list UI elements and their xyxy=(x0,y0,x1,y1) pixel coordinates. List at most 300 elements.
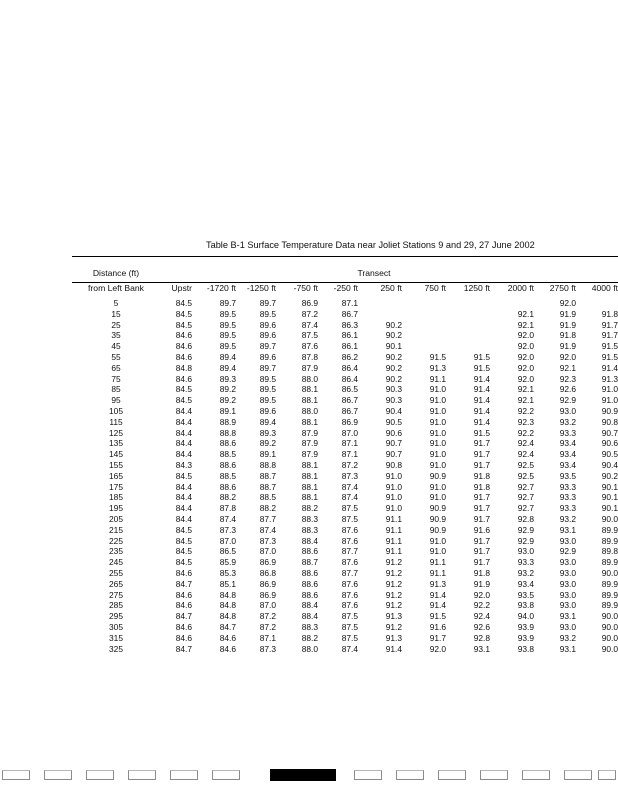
temperature-cell: 92.1 xyxy=(517,319,534,330)
temperature-cell: 87.4 xyxy=(341,643,358,654)
temperature-cell: 87.9 xyxy=(301,449,318,460)
temperature-cell: 91.0 xyxy=(429,438,446,449)
page-tab xyxy=(598,770,616,780)
temperature-cell: 84.6 xyxy=(219,632,236,643)
temperature-cell: 90.9 xyxy=(429,470,446,481)
table-row xyxy=(0,309,618,320)
temperature-cell: 93.3 xyxy=(559,427,576,438)
temperature-cell: 93.8 xyxy=(517,600,534,611)
temperature-cell: 92.1 xyxy=(559,362,576,373)
temperature-cell: 93.0 xyxy=(559,621,576,632)
temperature-cell: 87.6 xyxy=(341,524,358,535)
temperature-cell: 89.1 xyxy=(259,449,276,460)
temperature-cell: 87.4 xyxy=(259,524,276,535)
temperature-cell: 84.4 xyxy=(175,438,192,449)
temperature-cell: 91.0 xyxy=(385,492,402,503)
distance-cell: 275 xyxy=(109,589,123,600)
temperature-cell: 84.6 xyxy=(175,330,192,341)
temperature-cell: 91.2 xyxy=(385,621,402,632)
temperature-cell: 89.7 xyxy=(259,298,276,308)
temperature-cell: 90.6 xyxy=(601,438,618,449)
table-row xyxy=(0,406,618,417)
distance-cell: 305 xyxy=(109,621,123,632)
temperature-cell: 87.2 xyxy=(259,621,276,632)
temperature-cell: 87.9 xyxy=(301,362,318,373)
temperature-cell: 91.0 xyxy=(429,492,446,503)
temperature-cell: 87.7 xyxy=(341,567,358,578)
temperature-cell: 84.5 xyxy=(175,546,192,557)
temperature-cell: 92.9 xyxy=(517,535,534,546)
temperature-cell: 89.6 xyxy=(259,351,276,362)
temperature-cell: 91.2 xyxy=(385,600,402,611)
temperature-cell: 90.0 xyxy=(601,621,618,632)
table-row xyxy=(0,482,618,493)
temperature-cell: 84.6 xyxy=(175,621,192,632)
table-row xyxy=(0,557,618,568)
temperature-cell: 85.1 xyxy=(219,578,236,589)
page-tab xyxy=(212,770,240,780)
temperature-cell: 91.2 xyxy=(385,567,402,578)
temperature-cell: 92.9 xyxy=(559,546,576,557)
temperature-cell: 94.0 xyxy=(517,611,534,622)
temperature-cell: 88.6 xyxy=(219,459,236,470)
page-tab xyxy=(438,770,466,780)
temperature-cell: 84.5 xyxy=(175,557,192,568)
temperature-cell: 88.1 xyxy=(301,459,318,470)
column-header: 4000 ft xyxy=(591,283,618,293)
temperature-cell: 91.7 xyxy=(473,438,490,449)
temperature-cell: 89.9 xyxy=(601,578,618,589)
temperature-cell: 87.5 xyxy=(341,621,358,632)
temperature-cell: 90.3 xyxy=(385,395,402,406)
temperature-cell: 89.4 xyxy=(219,362,236,373)
temperature-cell: 91.0 xyxy=(429,459,446,470)
temperature-cell: 89.2 xyxy=(259,438,276,449)
distance-cell: 85 xyxy=(111,384,121,395)
temperature-cell: 91.5 xyxy=(473,351,490,362)
temperature-cell: 86.7 xyxy=(341,308,358,319)
temperature-cell: 87.5 xyxy=(341,503,358,514)
table-row xyxy=(0,579,618,590)
temperature-cell: 84.4 xyxy=(175,503,192,514)
table-row xyxy=(0,525,618,536)
temperature-cell: 90.1 xyxy=(385,341,402,352)
table-row xyxy=(0,438,618,449)
temperature-cell: 93.2 xyxy=(559,632,576,643)
temperature-cell: 91.0 xyxy=(385,481,402,492)
temperature-cell: 91.4 xyxy=(473,395,490,406)
temperature-cell: 91.1 xyxy=(429,557,446,568)
temperature-cell: 84.5 xyxy=(175,319,192,330)
temperature-cell: 84.4 xyxy=(175,492,192,503)
temperature-cell: 90.1 xyxy=(601,492,618,503)
temperature-cell: 91.1 xyxy=(385,535,402,546)
temperature-cell: 93.2 xyxy=(559,416,576,427)
table-row xyxy=(0,514,618,525)
temperature-cell: 84.6 xyxy=(175,589,192,600)
temperature-cell: 89.5 xyxy=(219,319,236,330)
temperature-cell: 87.5 xyxy=(341,611,358,622)
temperature-cell: 84.4 xyxy=(175,405,192,416)
temperature-cell: 91.0 xyxy=(429,427,446,438)
table-row xyxy=(0,428,618,439)
temperature-cell: 88.0 xyxy=(301,643,318,654)
temperature-cell: 90.4 xyxy=(601,459,618,470)
temperature-cell: 91.8 xyxy=(559,330,576,341)
temperature-cell: 91.7 xyxy=(473,503,490,514)
temperature-cell: 91.0 xyxy=(601,384,618,395)
temperature-cell: 92.5 xyxy=(517,459,534,470)
temperature-cell: 90.1 xyxy=(601,503,618,514)
temperature-cell: 89.9 xyxy=(601,557,618,568)
temperature-cell: 92.3 xyxy=(517,416,534,427)
column-header: 2750 ft xyxy=(549,283,576,293)
transect-header: Transect xyxy=(357,268,391,278)
temperature-cell: 91.7 xyxy=(473,535,490,546)
distance-cell: 245 xyxy=(109,557,123,568)
temperature-cell: 90.9 xyxy=(601,405,618,416)
temperature-cell: 87.6 xyxy=(301,341,318,352)
temperature-cell: 86.9 xyxy=(259,589,276,600)
temperature-cell: 91.0 xyxy=(385,470,402,481)
temperature-cell: 91.8 xyxy=(473,567,490,578)
temperature-cell: 91.4 xyxy=(429,589,446,600)
temperature-cell: 86.7 xyxy=(341,405,358,416)
temperature-cell: 84.6 xyxy=(175,567,192,578)
temperature-cell: 91.1 xyxy=(385,524,402,535)
temperature-cell: 90.0 xyxy=(601,611,618,622)
temperature-cell: 87.5 xyxy=(341,632,358,643)
temperature-cell: 87.2 xyxy=(301,308,318,319)
temperature-cell: 88.1 xyxy=(301,492,318,503)
temperature-cell: 89.3 xyxy=(259,427,276,438)
temperature-cell: 89.9 xyxy=(601,535,618,546)
temperature-cell: 88.5 xyxy=(259,492,276,503)
temperature-cell: 91.7 xyxy=(429,632,446,643)
temperature-cell: 92.0 xyxy=(517,362,534,373)
temperature-cell: 91.6 xyxy=(429,621,446,632)
temperature-cell: 90.1 xyxy=(601,481,618,492)
temperature-cell: 91.7 xyxy=(473,546,490,557)
temperature-cell: 89.7 xyxy=(219,298,236,308)
temperature-cell: 87.0 xyxy=(259,546,276,557)
temperature-cell: 90.3 xyxy=(385,384,402,395)
top-rule xyxy=(72,256,618,257)
temperature-cell: 92.2 xyxy=(473,600,490,611)
page-tab xyxy=(480,770,508,780)
temperature-cell: 87.3 xyxy=(341,470,358,481)
distance-cell: 35 xyxy=(111,330,121,341)
temperature-cell: 89.4 xyxy=(219,351,236,362)
temperature-cell: 93.0 xyxy=(559,589,576,600)
temperature-cell: 92.0 xyxy=(517,351,534,362)
temperature-cell: 89.5 xyxy=(219,330,236,341)
temperature-cell: 88.4 xyxy=(301,535,318,546)
temperature-cell: 91.9 xyxy=(559,341,576,352)
temperature-cell: 89.8 xyxy=(601,546,618,557)
temperature-cell: 93.4 xyxy=(559,449,576,460)
temperature-cell: 93.4 xyxy=(559,438,576,449)
table-row xyxy=(0,536,618,547)
temperature-cell: 86.9 xyxy=(301,298,318,308)
temperature-cell: 88.1 xyxy=(301,470,318,481)
temperature-cell: 84.8 xyxy=(219,611,236,622)
table-row xyxy=(0,449,618,460)
temperature-cell: 84.5 xyxy=(175,298,192,308)
table-row xyxy=(0,374,618,385)
temperature-cell: 92.7 xyxy=(517,481,534,492)
table-row xyxy=(0,330,618,341)
temperature-cell: 90.9 xyxy=(429,513,446,524)
temperature-cell: 84.7 xyxy=(175,611,192,622)
temperature-cell: 89.9 xyxy=(601,589,618,600)
temperature-cell: 91.4 xyxy=(429,600,446,611)
temperature-cell: 91.5 xyxy=(601,341,618,352)
temperature-cell: 91.4 xyxy=(385,643,402,654)
distance-cell: 225 xyxy=(109,535,123,546)
temperature-cell: 84.6 xyxy=(175,341,192,352)
temperature-cell: 89.9 xyxy=(601,600,618,611)
temperature-cell: 84.7 xyxy=(219,621,236,632)
temperature-cell: 88.1 xyxy=(301,384,318,395)
temperature-cell: 91.0 xyxy=(429,395,446,406)
temperature-cell: 84.3 xyxy=(175,459,192,470)
temperature-cell: 91.5 xyxy=(473,427,490,438)
column-header: 1250 ft xyxy=(463,283,490,293)
temperature-cell: 87.9 xyxy=(301,427,318,438)
table-row xyxy=(0,395,618,406)
page-tab xyxy=(396,770,424,780)
temperature-cell: 89.7 xyxy=(259,362,276,373)
temperature-cell: 88.6 xyxy=(219,481,236,492)
temperature-cell: 91.8 xyxy=(601,308,618,319)
temperature-cell: 91.5 xyxy=(473,362,490,373)
temperature-cell: 88.8 xyxy=(259,459,276,470)
table-row xyxy=(0,298,618,309)
temperature-cell: 84.4 xyxy=(175,427,192,438)
temperature-cell: 88.1 xyxy=(301,416,318,427)
table-row xyxy=(0,546,618,557)
temperature-cell: 85.9 xyxy=(219,557,236,568)
temperature-cell: 91.0 xyxy=(429,535,446,546)
temperature-cell: 93.2 xyxy=(559,513,576,524)
temperature-cell: 93.1 xyxy=(473,643,490,654)
temperature-cell: 88.9 xyxy=(219,416,236,427)
temperature-cell: 88.3 xyxy=(301,513,318,524)
temperature-cell: 91.5 xyxy=(429,351,446,362)
temperature-cell: 93.0 xyxy=(559,535,576,546)
temperature-cell: 87.4 xyxy=(341,492,358,503)
temperature-cell: 90.2 xyxy=(385,373,402,384)
temperature-cell: 93.0 xyxy=(559,578,576,589)
temperature-cell: 87.9 xyxy=(301,438,318,449)
temperature-cell: 91.6 xyxy=(473,524,490,535)
temperature-cell: 88.8 xyxy=(219,427,236,438)
temperature-cell: 88.4 xyxy=(301,600,318,611)
temperature-cell: 91.7 xyxy=(601,330,618,341)
temperature-cell: 93.9 xyxy=(517,621,534,632)
temperature-cell: 90.5 xyxy=(385,416,402,427)
temperature-table-body xyxy=(0,298,618,654)
temperature-cell: 93.3 xyxy=(559,503,576,514)
temperature-cell: 88.7 xyxy=(259,481,276,492)
temperature-cell: 91.3 xyxy=(385,611,402,622)
temperature-cell: 84.6 xyxy=(175,600,192,611)
temperature-cell: 92.8 xyxy=(473,632,490,643)
table-row xyxy=(0,352,618,363)
temperature-cell: 91.3 xyxy=(429,362,446,373)
page-tab-strip xyxy=(0,768,618,782)
temperature-cell: 84.5 xyxy=(175,384,192,395)
column-header: 2000 ft xyxy=(507,283,534,293)
temperature-cell: 84.8 xyxy=(219,600,236,611)
temperature-cell: 88.0 xyxy=(301,405,318,416)
column-header: 750 ft xyxy=(424,283,446,293)
temperature-cell: 88.5 xyxy=(219,470,236,481)
temperature-cell: 92.7 xyxy=(517,492,534,503)
temperature-cell: 90.7 xyxy=(601,427,618,438)
temperature-cell: 86.8 xyxy=(259,567,276,578)
temperature-cell: 84.6 xyxy=(175,351,192,362)
temperature-cell: 92.4 xyxy=(517,438,534,449)
temperature-cell: 84.6 xyxy=(175,373,192,384)
table-row xyxy=(0,363,618,374)
table-row xyxy=(0,622,618,633)
temperature-cell: 91.9 xyxy=(473,578,490,589)
temperature-cell: 86.2 xyxy=(341,351,358,362)
temperature-cell: 87.4 xyxy=(301,319,318,330)
distance-cell: 95 xyxy=(111,395,121,406)
temperature-cell: 89.2 xyxy=(219,384,236,395)
temperature-cell: 90.6 xyxy=(385,427,402,438)
temperature-cell: 84.4 xyxy=(175,449,192,460)
distance-cell: 185 xyxy=(109,492,123,503)
temperature-cell: 91.7 xyxy=(473,492,490,503)
distance-cell: 65 xyxy=(111,362,121,373)
temperature-cell: 90.5 xyxy=(601,449,618,460)
temperature-cell: 87.6 xyxy=(341,600,358,611)
temperature-cell: 93.0 xyxy=(559,600,576,611)
temperature-cell: 87.0 xyxy=(341,427,358,438)
temperature-cell: 88.3 xyxy=(301,621,318,632)
temperature-cell: 91.4 xyxy=(473,373,490,384)
page-tab xyxy=(44,770,72,780)
distance-cell: 145 xyxy=(109,449,123,460)
temperature-cell: 92.0 xyxy=(473,589,490,600)
temperature-cell: 89.5 xyxy=(259,373,276,384)
temperature-cell: 88.1 xyxy=(301,481,318,492)
temperature-cell: 86.3 xyxy=(341,319,358,330)
temperature-cell: 90.4 xyxy=(385,405,402,416)
temperature-cell: 88.2 xyxy=(301,503,318,514)
temperature-cell: 86.9 xyxy=(259,578,276,589)
distance-cell: 75 xyxy=(111,373,121,384)
temperature-cell: 90.2 xyxy=(385,351,402,362)
temperature-cell: 93.9 xyxy=(517,632,534,643)
temperature-cell: 92.4 xyxy=(517,449,534,460)
table-row xyxy=(0,568,618,579)
temperature-cell: 90.2 xyxy=(385,330,402,341)
table-row xyxy=(0,417,618,428)
temperature-cell: 89.6 xyxy=(259,330,276,341)
temperature-cell: 87.1 xyxy=(341,449,358,460)
temperature-cell: 87.6 xyxy=(341,535,358,546)
temperature-cell: 86.5 xyxy=(341,384,358,395)
temperature-cell: 92.2 xyxy=(517,405,534,416)
temperature-cell: 84.5 xyxy=(175,524,192,535)
temperature-cell: 93.2 xyxy=(517,567,534,578)
distance-cell: 25 xyxy=(111,319,121,330)
distance-cell: 105 xyxy=(109,405,123,416)
temperature-cell: 91.0 xyxy=(429,405,446,416)
temperature-cell: 87.7 xyxy=(259,513,276,524)
distance-cell: 195 xyxy=(109,503,123,514)
distance-cell: 295 xyxy=(109,611,123,622)
temperature-cell: 91.0 xyxy=(429,546,446,557)
temperature-cell: 88.3 xyxy=(301,524,318,535)
temperature-cell: 91.1 xyxy=(429,567,446,578)
temperature-cell: 89.9 xyxy=(601,524,618,535)
temperature-cell: 90.0 xyxy=(601,567,618,578)
temperature-cell: 92.6 xyxy=(559,384,576,395)
temperature-cell: 91.2 xyxy=(385,557,402,568)
table-row xyxy=(0,384,618,395)
temperature-cell: 92.0 xyxy=(517,330,534,341)
temperature-cell: 92.9 xyxy=(517,524,534,535)
temperature-cell: 86.1 xyxy=(341,341,358,352)
temperature-cell: 87.0 xyxy=(259,600,276,611)
temperature-cell: 87.3 xyxy=(219,524,236,535)
temperature-cell: 91.5 xyxy=(429,611,446,622)
temperature-cell: 91.8 xyxy=(473,470,490,481)
temperature-cell: 86.4 xyxy=(341,373,358,384)
temperature-cell: 88.7 xyxy=(259,470,276,481)
temperature-cell: 89.6 xyxy=(259,319,276,330)
distance-cell: 55 xyxy=(111,351,121,362)
temperature-cell: 93.1 xyxy=(559,611,576,622)
temperature-cell: 90.8 xyxy=(385,459,402,470)
temperature-cell: 93.0 xyxy=(559,567,576,578)
temperature-cell: 93.8 xyxy=(517,643,534,654)
temperature-cell: 91.4 xyxy=(473,405,490,416)
temperature-cell: 87.2 xyxy=(341,459,358,470)
temperature-cell: 91.1 xyxy=(429,373,446,384)
temperature-cell: 84.8 xyxy=(219,589,236,600)
distance-cell: 155 xyxy=(109,459,123,470)
temperature-cell: 91.5 xyxy=(601,351,618,362)
temperature-cell: 87.7 xyxy=(341,546,358,557)
temperature-cell: 87.5 xyxy=(341,513,358,524)
temperature-cell: 91.3 xyxy=(601,373,618,384)
temperature-cell: 93.1 xyxy=(559,643,576,654)
temperature-cell: 88.1 xyxy=(301,395,318,406)
temperature-cell: 93.1 xyxy=(559,524,576,535)
temperature-cell: 84.5 xyxy=(175,395,192,406)
temperature-cell: 93.3 xyxy=(559,481,576,492)
table-row xyxy=(0,492,618,503)
temperature-cell: 92.0 xyxy=(429,643,446,654)
temperature-cell: 88.2 xyxy=(219,492,236,503)
temperature-cell: 88.6 xyxy=(301,589,318,600)
temperature-cell: 91.0 xyxy=(429,416,446,427)
temperature-cell: 91.4 xyxy=(473,416,490,427)
temperature-cell: 87.4 xyxy=(219,513,236,524)
temperature-cell: 91.3 xyxy=(429,578,446,589)
temperature-cell: 91.2 xyxy=(385,589,402,600)
distance-cell: 5 xyxy=(113,298,119,308)
temperature-cell: 88.4 xyxy=(301,611,318,622)
distance-cell: 205 xyxy=(109,513,123,524)
